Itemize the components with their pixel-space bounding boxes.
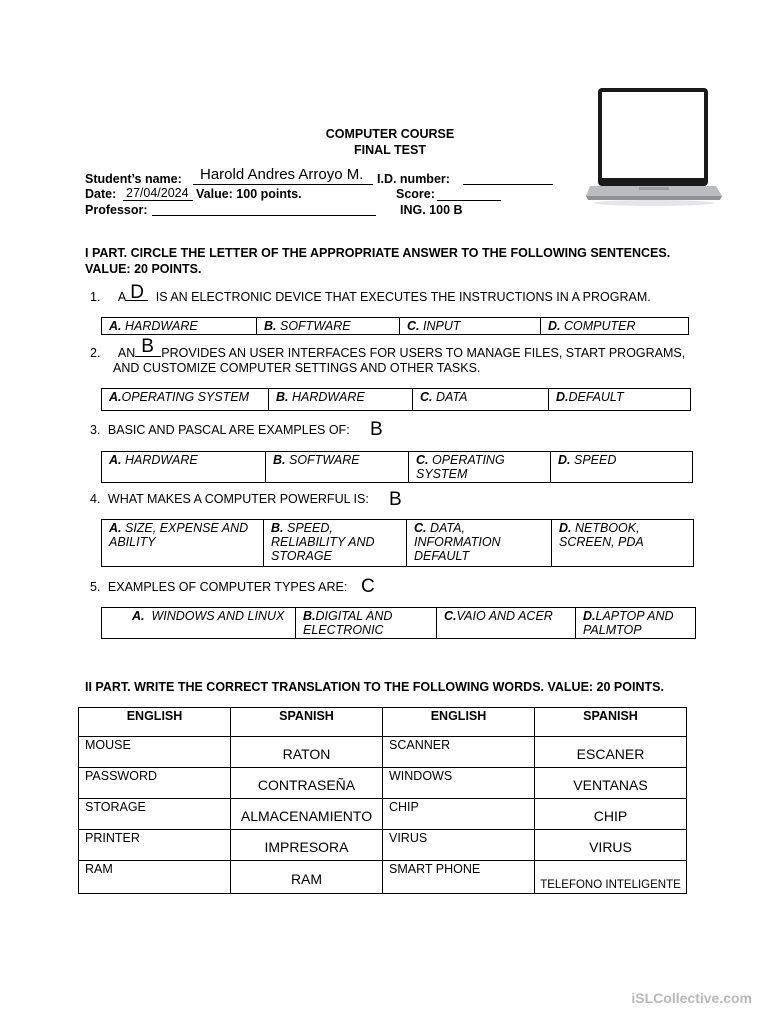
professor-line xyxy=(152,215,376,216)
date-line xyxy=(123,200,193,201)
options-q2 xyxy=(101,388,691,411)
question-number: 1. xyxy=(90,290,101,304)
spanish-answer[interactable]: IMPRESORA xyxy=(231,830,383,861)
question-3 xyxy=(90,423,350,437)
english-word: CHIP xyxy=(383,799,535,830)
option-c[interactable]: C. OPERATING SYSTEM xyxy=(409,452,551,483)
professor-label: Professor: xyxy=(85,203,148,217)
english-word: WINDOWS xyxy=(383,768,535,799)
question-number: 5. xyxy=(90,580,101,594)
english-word: SMART PHONE xyxy=(383,861,535,894)
option-c[interactable]: C. DATA xyxy=(413,389,549,411)
table-row xyxy=(79,830,687,861)
option-d[interactable]: D.LAPTOP AND PALMTOP xyxy=(576,608,696,639)
question-text: BASIC AND PASCAL ARE EXAMPLES OF: xyxy=(107,423,350,437)
part1-heading: I PART. CIRCLE THE LETTER OF THE APPROPRIATE ANSWER TO THE FOLLOWING SENTENCES. xyxy=(85,246,671,260)
options-q5 xyxy=(101,607,696,639)
english-word: RAM xyxy=(79,861,231,894)
spanish-answer[interactable]: VENTANAS xyxy=(535,768,687,799)
english-word: SCANNER xyxy=(383,737,535,768)
test-subtitle: FINAL TEST xyxy=(354,143,426,157)
table-row xyxy=(79,737,687,768)
spanish-answer[interactable]: TELEFONO INTELIGENTE xyxy=(535,861,687,894)
option-b[interactable]: B. SOFTWARE xyxy=(266,452,409,483)
spanish-answer[interactable]: RAM xyxy=(231,861,383,894)
question-text: PROVIDES AN USER INTERFACES FOR USERS TO MANAGE FILES, START PROGRAMS, xyxy=(161,346,686,360)
translation-table xyxy=(78,707,687,894)
option-b[interactable]: B.DIGITAL AND ELECTRONIC xyxy=(296,608,437,639)
level-label: ING. 100 B xyxy=(400,203,463,217)
question-prefix: AN xyxy=(117,346,136,360)
student-name-value: Harold Andres Arroyo M. xyxy=(200,166,364,183)
question-answer: B xyxy=(389,489,402,510)
table-row xyxy=(79,861,687,894)
option-d[interactable]: D.DEFAULT xyxy=(549,389,691,411)
options-q4 xyxy=(101,519,694,567)
date-label: Date: xyxy=(85,187,117,201)
option-c[interactable]: C. DATA, INFORMATION DEFAULT xyxy=(407,520,552,567)
question-text: EXAMPLES OF COMPUTER TYPES ARE: xyxy=(107,580,348,594)
question-answer: B xyxy=(141,336,154,357)
student-name-line xyxy=(193,184,373,185)
question-1 xyxy=(90,282,651,304)
spanish-answer[interactable]: ESCANER xyxy=(535,737,687,768)
question-text: WHAT MAKES A COMPUTER POWERFUL IS: xyxy=(107,492,369,506)
question-number: 4. xyxy=(90,492,101,506)
student-name-label: Student’s name: xyxy=(85,172,182,186)
date-value: 27/04/2024 xyxy=(126,186,189,200)
value-label: Value: 100 points. xyxy=(196,187,302,201)
id-number-label: I.D. number: xyxy=(377,172,450,186)
option-c[interactable]: C.VAIO AND ACER xyxy=(437,608,576,639)
option-b[interactable]: B. SPEED, RELIABILITY AND STORAGE xyxy=(264,520,407,567)
score-line xyxy=(437,200,501,201)
option-a[interactable]: A. HARDWARE xyxy=(102,318,257,335)
option-c[interactable]: C. INPUT xyxy=(400,318,541,335)
question-text: IS AN ELECTRONIC DEVICE THAT EXECUTES THE INSTRUCTIONS IN A PROGRAM. xyxy=(155,290,651,304)
option-a[interactable]: A. WINDOWS AND LINUX xyxy=(102,608,296,639)
option-d[interactable]: D. COMPUTER xyxy=(541,318,689,335)
option-b[interactable]: B. SOFTWARE xyxy=(257,318,400,335)
test-title: COMPUTER COURSE xyxy=(325,127,455,141)
column-header: ENGLISH xyxy=(79,708,231,737)
spanish-answer[interactable]: VIRUS xyxy=(535,830,687,861)
spanish-answer[interactable]: CHIP xyxy=(535,799,687,830)
column-header: ENGLISH xyxy=(383,708,535,737)
question-4 xyxy=(90,492,369,506)
options-q1 xyxy=(101,317,689,335)
options-q3 xyxy=(101,451,693,483)
english-word: MOUSE xyxy=(79,737,231,768)
option-d[interactable]: D. SPEED xyxy=(551,452,693,483)
watermark: iSLCollective.com xyxy=(631,990,752,1006)
question-number: 2. xyxy=(90,346,101,360)
part1-value: VALUE: 20 POINTS. xyxy=(85,262,202,276)
question-5 xyxy=(90,580,347,594)
english-word: PASSWORD xyxy=(79,768,231,799)
option-a[interactable]: A.OPERATING SYSTEM xyxy=(102,389,269,411)
question-2 xyxy=(90,336,686,360)
question-2-continued: AND CUSTOMIZE COMPUTER SETTINGS AND OTHER TASKS. xyxy=(113,361,481,375)
spanish-answer[interactable]: RATON xyxy=(231,737,383,768)
question-answer: D xyxy=(130,282,144,303)
option-b[interactable]: B. HARDWARE xyxy=(269,389,413,411)
column-header: SPANISH xyxy=(231,708,383,737)
option-d[interactable]: D. NETBOOK, SCREEN, PDA xyxy=(552,520,694,567)
table-row xyxy=(79,768,687,799)
spanish-answer[interactable]: CONTRASEÑA xyxy=(231,768,383,799)
english-word: VIRUS xyxy=(383,830,535,861)
english-word: PRINTER xyxy=(79,830,231,861)
question-answer: B xyxy=(370,419,383,440)
id-number-line xyxy=(463,184,553,185)
table-row xyxy=(79,799,687,830)
option-a[interactable]: A. SIZE, EXPENSE AND ABILITY xyxy=(102,520,264,567)
english-word: STORAGE xyxy=(79,799,231,830)
column-header: SPANISH xyxy=(535,708,687,737)
spanish-answer[interactable]: ALMACENAMIENTO xyxy=(231,799,383,830)
question-number: 3. xyxy=(90,423,101,437)
question-answer: C xyxy=(361,576,375,597)
option-a[interactable]: A. HARDWARE xyxy=(102,452,266,483)
question-prefix: A xyxy=(117,290,127,304)
score-label: Score: xyxy=(396,187,435,201)
part2-heading: II PART. WRITE THE CORRECT TRANSLATION TO THE FOLLOWING WORDS. VALUE: 20 POINTS. xyxy=(85,680,664,694)
